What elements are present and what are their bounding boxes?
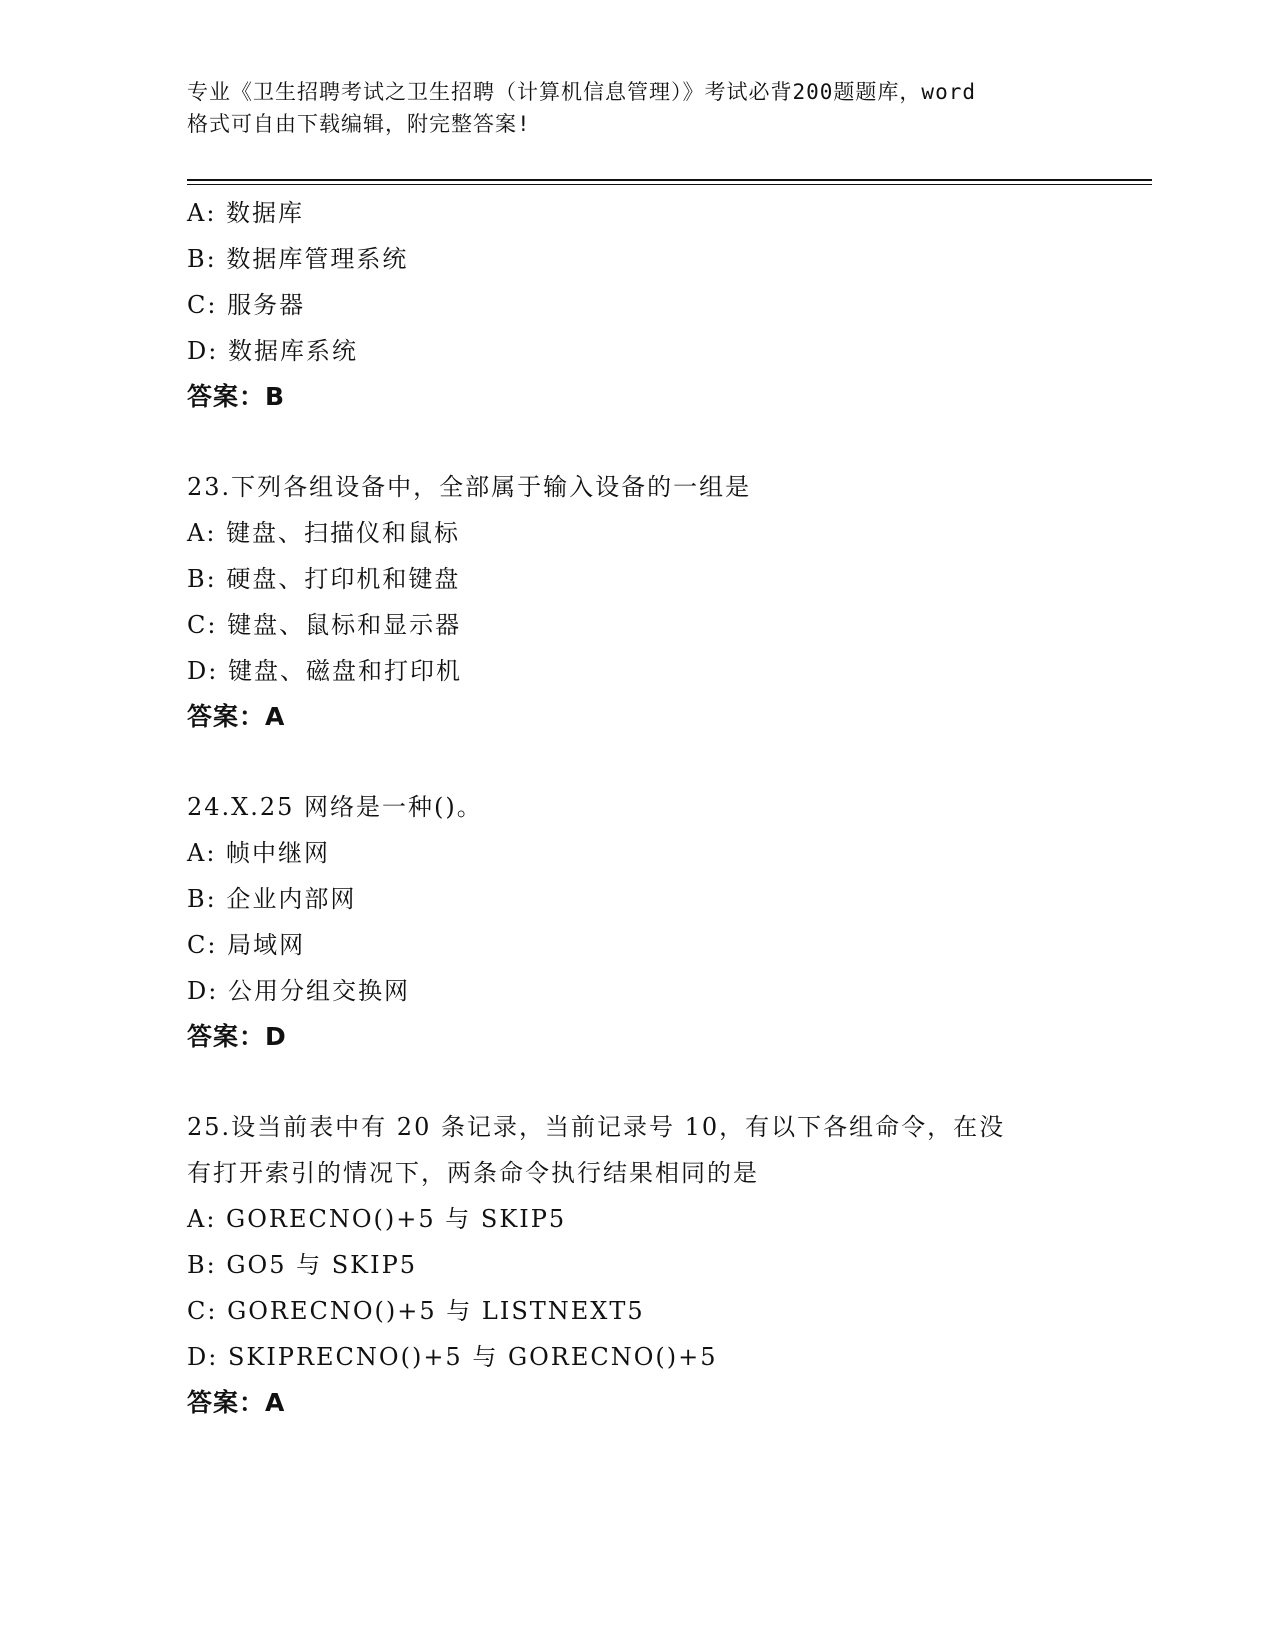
question-text: 23.下列各组设备中，全部属于输入设备的一组是 bbox=[187, 473, 752, 501]
option-b: B: 硬盘、打印机和键盘 bbox=[187, 565, 461, 593]
option-c: C: GORECNO()+5 与 LISTNEXT5 bbox=[187, 1297, 645, 1325]
option-a: A: 数据库 bbox=[187, 199, 305, 227]
option-a: A: GORECNO()+5 与 SKIP5 bbox=[187, 1205, 567, 1233]
answer: 答案：A bbox=[187, 1388, 286, 1417]
option-c: C: 服务器 bbox=[187, 291, 306, 319]
question-25 bbox=[187, 1104, 1087, 1426]
option-a: A: 键盘、扫描仪和鼠标 bbox=[187, 519, 461, 547]
option-b: B: GO5 与 SKIP5 bbox=[187, 1251, 417, 1279]
option-d: D: 数据库系统 bbox=[187, 337, 358, 365]
question-23 bbox=[187, 464, 1087, 740]
question-list bbox=[187, 190, 1087, 1426]
answer: 答案：A bbox=[187, 702, 286, 731]
answer: 答案：B bbox=[187, 382, 286, 411]
option-c: C: 键盘、鼠标和显示器 bbox=[187, 611, 462, 639]
header-line-2: 格式可自由下载编辑，附完整答案! bbox=[187, 112, 531, 136]
header-rule-thick bbox=[187, 179, 1152, 181]
header-line-1: 专业《卫生招聘考试之卫生招聘（计算机信息管理）》考试必背200题题库，word bbox=[187, 80, 976, 104]
question-22 bbox=[187, 190, 1087, 420]
option-b: B: 数据库管理系统 bbox=[187, 245, 409, 273]
question-24 bbox=[187, 784, 1087, 1060]
option-d: D: 键盘、磁盘和打印机 bbox=[187, 657, 462, 685]
header-rule-thin bbox=[187, 184, 1152, 185]
question-text-line-1: 25.设当前表中有 20 条记录，当前记录号 10，有以下各组命令，在没 bbox=[187, 1113, 1006, 1141]
option-d: D: 公用分组交换网 bbox=[187, 977, 410, 1005]
option-c: C: 局域网 bbox=[187, 931, 306, 959]
option-a: A: 帧中继网 bbox=[187, 839, 331, 867]
question-text: 24.X.25 网络是一种()。 bbox=[187, 793, 483, 821]
answer: 答案：D bbox=[187, 1022, 287, 1051]
question-text-line-2: 有打开索引的情况下，两条命令执行结果相同的是 bbox=[187, 1159, 759, 1187]
option-b: B: 企业内部网 bbox=[187, 885, 357, 913]
document-header bbox=[187, 76, 1087, 140]
option-d: D: SKIPRECNO()+5 与 GORECNO()+5 bbox=[187, 1343, 718, 1371]
